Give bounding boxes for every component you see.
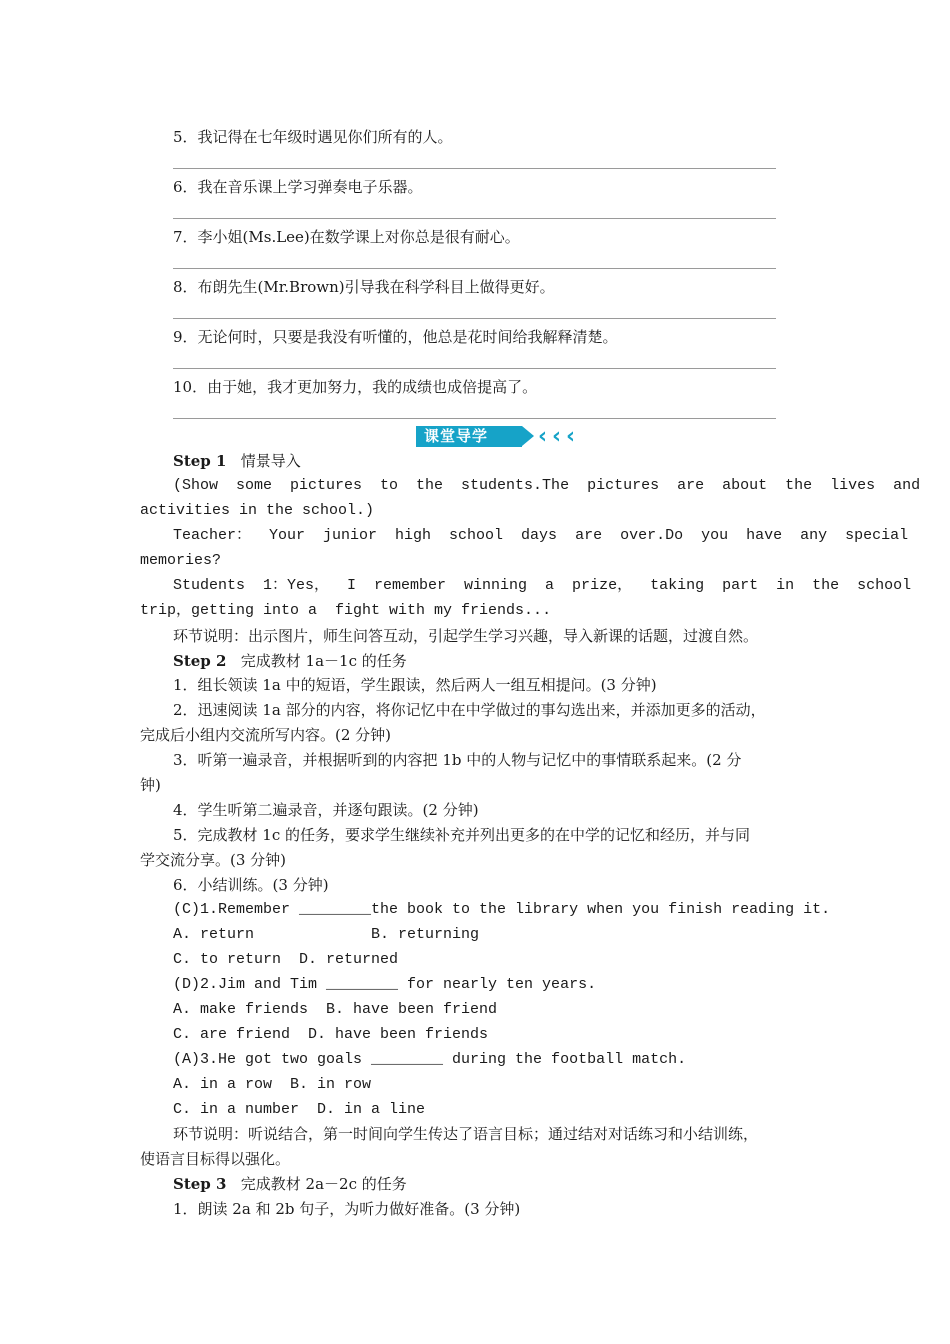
chevron-left-icon: ‹ [566,424,576,449]
step1-heading [173,451,301,471]
step-title: 情景导入 [240,452,301,470]
step2-task-6: 6．小结训练。(3 分钟) [173,876,329,894]
quiz-question-1: (C)1.Remember ________the book to the library when you finish reading it. [173,901,831,918]
step-number: Step 1 [173,452,227,470]
translation-item-8: 8．布朗先生(Mr.Brown)引导我在科学科目上做得更好。 [173,278,555,296]
step2-heading [173,651,407,671]
student-dialogue-cont: trip，getting into a fight with my friends... [140,602,552,619]
step2-task-5-cont: 学交流分享。(3 分钟) [140,851,287,869]
chevron-left-icon: ‹ [552,424,562,449]
chevron-left-icon: ‹ [538,424,548,449]
answer-line [173,418,776,419]
step2-task-5: 5．完成教材 1c 的任务，要求学生继续补充并列出更多的在中学的记忆和经历，并与同 [173,826,751,844]
step-title: 完成教材 1a－1c 的任务 [240,652,407,670]
section-banner [416,425,581,449]
teacher-dialogue-cont: memories? [140,552,222,569]
translation-item-6: 6．我在音乐课上学习弹奏电子乐器。 [173,178,423,196]
step1-intro-cont: activities in the school.) [140,502,375,519]
step3-heading [173,1174,407,1194]
translation-item-7: 7．李小姐(Ms.Lee)在数学课上对你总是很有耐心。 [173,228,520,246]
quiz-options: C. in a number D. in a line [173,1101,426,1118]
step2-task-3: 3．听第一遍录音，并根据听到的内容把 1b 中的人物与记忆中的事情联系起来。(2 分 [173,751,742,769]
answer-line [173,268,776,269]
answer-line [173,368,776,369]
step-title: 完成教材 2a－2c 的任务 [240,1175,407,1193]
step-number: Step 2 [173,652,227,670]
quiz-options: A. make friends B. have been friend [173,1001,498,1018]
step2-task-2-cont: 完成后小组内交流所写内容。(2 分钟) [140,726,392,744]
step2-task-2: 2．迅速阅读 1a 部分的内容，将你记忆中在中学做过的事勾选出来，并添加更多的活动， [173,701,766,719]
step2-task-1: 1．组长领读 1a 中的短语，学生跟读，然后两人一组互相提问。(3 分钟) [173,676,657,694]
quiz-options: C. are friend D. have been friends [173,1026,489,1043]
answer-line [173,218,776,219]
quiz-question-3: (A)3.He got two goals ________ during the football match. [173,1051,687,1068]
teacher-dialogue: Teacher： Your junior high school days are over.Do you have any special [173,527,909,544]
translation-item-10: 10．由于她，我才更加努力，我的成绩也成倍提高了。 [173,378,538,396]
step2-note-cont: 使语言目标得以强化。 [140,1150,291,1168]
quiz-options: A. return B. returning [173,926,480,943]
translation-item-5: 5．我记得在七年级时遇见你们所有的人。 [173,128,453,146]
step2-task-4: 4．学生听第二遍录音，并逐句跟读。(2 分钟) [173,801,479,819]
answer-line [173,168,776,169]
step2-task-3-cont: 钟) [140,776,161,794]
step1-note: 环节说明：出示图片，师生问答互动，引起学生学习兴趣，导入新课的话题，过渡自然。 [173,627,759,645]
step1-intro: (Show some pictures to the students.The pictures are about the lives and [173,477,921,494]
banner-label: 课堂导学 [424,427,489,445]
translation-item-9: 9．无论何时，只要是我没有听懂的，他总是花时间给我解释清楚。 [173,328,618,346]
step-number: Step 3 [173,1175,227,1193]
quiz-options: A. in a row B. in row [173,1076,372,1093]
answer-line [173,318,776,319]
step3-task-1: 1．朗读 2a 和 2b 句子，为听力做好准备。(3 分钟) [173,1200,521,1218]
quiz-question-2: (D)2.Jim and Tim ________ for nearly ten years. [173,976,597,993]
quiz-options: C. to return D. returned [173,951,399,968]
student-dialogue: Students 1：Yes， I remember winning a prize， taking part in the school [173,577,912,594]
step2-note: 环节说明：听说结合，第一时间向学生传达了语言目标；通过结对对话练习和小结训练， [173,1125,759,1143]
